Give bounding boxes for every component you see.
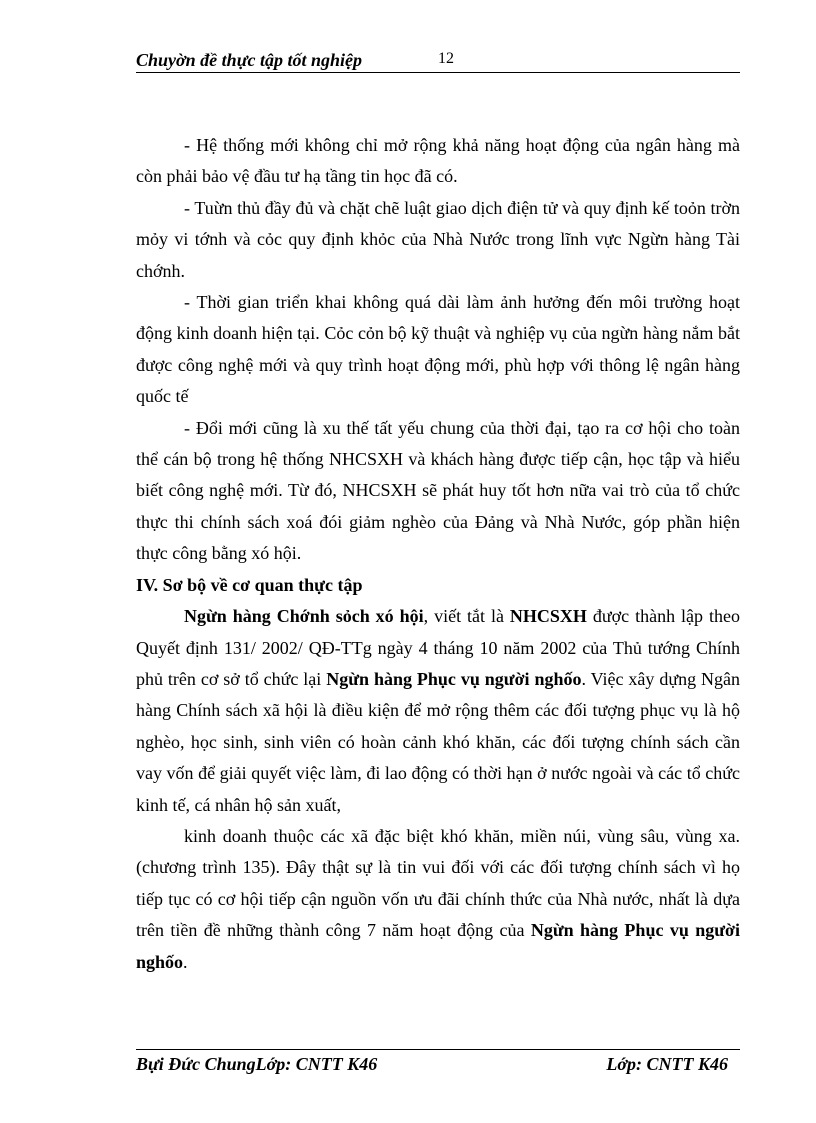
intro-paragraph [136,601,740,821]
footer-author: Bựi Đức ChungLớp: CNTT K46 [136,1054,378,1074]
paragraph-3: - Thời gian triển khai không quá dài làm ảnh hưởng đến môi trường hoạt động kinh doanh hiện tại. Cỏc cỏn bộ kỹ thuật và nghiệp vụ của ngừn hàng nắm bắt được công nghệ mới và quy trình hoạt động mới, phù hợp với thông lệ ngân hàng quốc tế [136,292,740,407]
intro-text-2: được thành lập theo Quyết định 131/ 2002/ QĐ-TTg ngày 4 tháng 10 năm 2002 của Thủ tướng Chính phủ trên cơ sở tổ chức lại [136,606,740,689]
paragraph-2: - Tuừn thủ đầy đủ và chặt chẽ luật giao dịch điện tử và quy định kế toỏn trờn mỏy vi tớnh và cỏc quy định khỏc của Nhà Nước trong lĩnh vực Ngừn hàng Tài chớnh. [136,197,740,281]
page-header [136,48,740,73]
continuation-text-2: . [183,951,188,972]
document-body [136,130,740,978]
page-number: 12 [438,50,454,67]
intro-text-1: , viết tắt là [423,606,510,627]
bank-name-bold: Ngừn hàng Chớnh sỏch xó hội [184,606,424,627]
old-bank-bold: Ngừn hàng Phục vụ người nghốo [326,668,582,689]
footer-class: Lớp: CNTT K46 [606,1054,728,1074]
continuation-text-1: kinh doanh thuộc các xã đặc biệt khó khăn, miền núi, vùng sâu, vùng xa. (chương trình 135). Đây thật sự là tin vui đối với các đối tượng chính sách vì họ tiếp tục có cơ hội tiếp cận nguồn vốn ưu đãi chính thức của Nhà nước, nhất là dựa trên tiền đề những thành công 7 năm hoạt động của [136,825,740,941]
section-heading: IV. Sơ bộ về cơ quan thực tập [136,574,363,595]
intro-text-3: . Việc xây dựng Ngân hàng Chính sách xã hội là điều kiện để mở rộng thêm các đối tượng phục vụ là hộ nghèo, học sinh, sinh viên có hoàn cảnh khó khăn, các đối tượng chính sách cần vay vốn để giải quyết việc làm, đi lao động có thời hạn ở nước ngoài và các tổ chức kinh tế, cá nhân hộ sản xuất, [136,668,741,815]
paragraph-4: - Đổi mới cũng là xu thế tất yếu chung của thời đại, tạo ra cơ hội cho toàn thể cán bộ trong hệ thống NHCSXH và khách hàng được tiếp cận, học tập và hiểu biết công nghệ mới. Từ đó, NHCSXH sẽ phát huy tốt hơn nữa vai trò của tổ chức thực thi chính sách xoá đói giảm nghèo của Đảng và Nhà Nước, góp phần hiện thực công bằng xó hội. [136,417,740,564]
abbrev-bold: NHCSXH [509,606,587,627]
continuation-paragraph [136,821,740,978]
old-bank-bold-2: Ngừn hàng Phục vụ người nghốo [136,920,740,972]
header-title: Chuyờn đề thực tập tốt nghiệp [136,50,362,70]
page-footer [136,1049,740,1078]
paragraph-1: - Hệ thống mới không chỉ mở rộng khả năng hoạt động của ngân hàng mà còn phải bảo vệ đầu tư hạ tầng tin học đã có. [136,135,740,187]
